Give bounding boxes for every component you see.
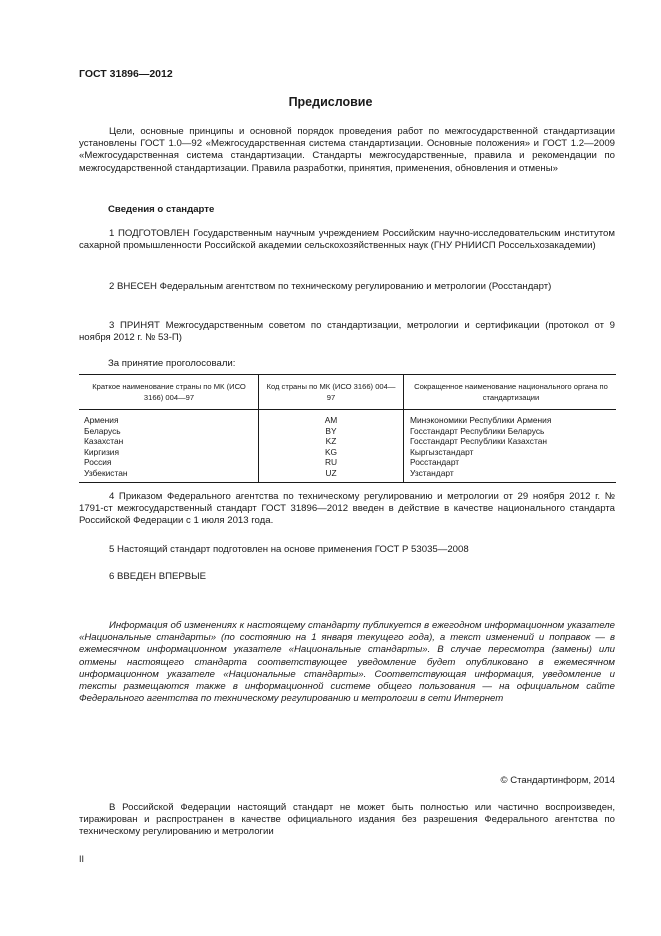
item-3-paragraph: 3 ПРИНЯТ Межгосударственным советом по стандартизации, метрологии и сертификации (протокол от 9 ноября 2012 г. № 53-П) bbox=[79, 320, 615, 344]
table-row bbox=[79, 457, 616, 468]
body-cell: Кыргызстандарт bbox=[410, 446, 474, 457]
voted-label: За принятие проголосовали: bbox=[108, 358, 236, 369]
header-country: Краткое наименование страны по МК (ИСО 3166) 004—97 bbox=[79, 375, 259, 410]
standard-code: ГОСТ 31896—2012 bbox=[79, 68, 173, 80]
country-cell: Узбекистан bbox=[79, 468, 259, 482]
table-row bbox=[79, 436, 616, 447]
page-number: II bbox=[79, 854, 85, 864]
country-cell: Россия bbox=[79, 457, 259, 468]
copyright-notice: © Стандартинформ, 2014 bbox=[500, 775, 615, 786]
info-heading: Сведения о стандарте bbox=[108, 204, 215, 215]
table-row bbox=[79, 410, 616, 426]
country-cell: Армения bbox=[79, 410, 259, 426]
changes-info-paragraph: Информация об изменениях к настоящему стандарту публикуется в ежегодном информационном указателе «Национальные стандарты» (по состоянию на 1 января текущего года), а текст изменений и поправок — в ежемесячном информационном указателе «Национальные стандарты». В случае пересмотра (замены) или отмены настоящего стандарта соответствующее уведомление будет опубликовано в ежемесячном информационном указателе «Национальные стандарты». Соответствующая информация, уведомление и тексты размещаются также в информационной системе общего пользования — на официальном сайте Федерального агентства по техническому регулированию и метрологии в сети Интернет bbox=[79, 620, 615, 705]
code-cell: AM bbox=[259, 410, 404, 426]
reproduction-notice: В Российской Федерации настоящий стандарт не может быть полностью или частично воспроизведен, тиражирован и распространен в качестве официального издания без разрешения Федерального агентства по техническому регулированию и метрологии bbox=[79, 802, 615, 838]
country-cell: Киргизия bbox=[79, 447, 259, 458]
table-row bbox=[79, 447, 616, 458]
table-row bbox=[79, 468, 616, 482]
country-cell: Беларусь bbox=[79, 426, 259, 437]
item-6-paragraph: 6 ВВЕДЕН ВПЕРВЫЕ bbox=[109, 571, 207, 582]
item-2-paragraph: 2 ВНЕСЕН Федеральным агентством по техническому регулированию и метрологии (Росстандарт) bbox=[109, 281, 552, 292]
body-cell: Госстандарт Республики Казахстан bbox=[410, 436, 547, 447]
item-1-paragraph: 1 ПОДГОТОВЛЕН Государственным научным учреждением Российским научно-исследовательским институтом сахарной промышленности Российской академии сельскохозяйственных наук (ГНУ РНИИСП Россельхозакадемии) bbox=[79, 228, 615, 252]
header-code: Код страны по МК (ИСО 3166) 004—97 bbox=[259, 375, 404, 410]
country-cell: Казахстан bbox=[79, 436, 259, 447]
header-body: Сокращенное наименование национального органа по стандартизации bbox=[404, 375, 617, 410]
item-4-paragraph: 4 Приказом Федерального агентства по техническому регулированию и метрологии от 29 ноября 2012 г. № 1791-ст межгосударственный стандарт ГОСТ 31896—2012 введен в действие в качестве национального стандарта Российской Федерации с 1 июля 2013 года. bbox=[79, 491, 615, 527]
code-cell: UZ bbox=[259, 468, 404, 482]
code-cell: RU bbox=[259, 457, 404, 468]
intro-paragraph: Цели, основные принципы и основной порядок проведения работ по межгосударственной стандартизации установлены ГОСТ 1.0—92 «Межгосударственная система стандартизации. Основные положения» и ГОСТ 1.2—2009 «Межгосударственная система стандартизации. Стандарты межгосударственные, правила и рекомендации по межгосударственной стандартизации. Правила разработки, принятия, применения, обновления и отмены» bbox=[79, 126, 615, 174]
code-cell: KG bbox=[259, 447, 404, 458]
body-cell: Узстандарт bbox=[410, 467, 454, 478]
votes-table-header-row bbox=[79, 375, 616, 410]
votes-table bbox=[79, 374, 616, 483]
body-cell: Госстандарт Республики Беларусь bbox=[410, 425, 545, 436]
item-5-paragraph: 5 Настоящий стандарт подготовлен на основе применения ГОСТ Р 53035—2008 bbox=[109, 544, 469, 555]
body-cell: Минэкономики Республики Армения bbox=[410, 415, 552, 425]
body-cell: Росстандарт bbox=[410, 457, 460, 468]
table-row bbox=[79, 426, 616, 437]
code-cell: KZ bbox=[259, 436, 404, 447]
page-title: Предисловие bbox=[288, 95, 373, 109]
code-cell: BY bbox=[259, 426, 404, 437]
